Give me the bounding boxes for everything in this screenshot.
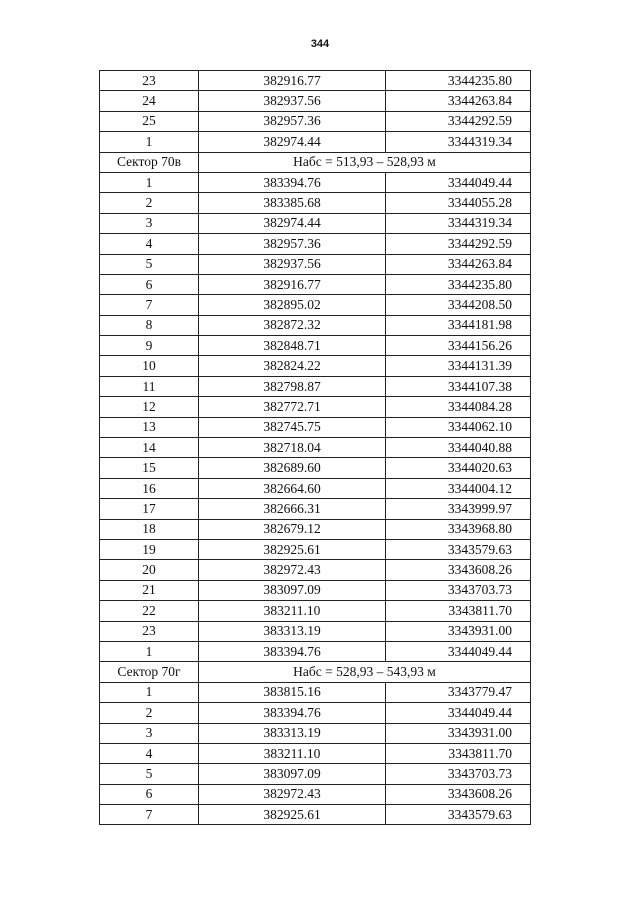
x-coordinate-cell: 383211.10 <box>199 743 386 763</box>
x-coordinate-cell: 382916.77 <box>199 71 386 91</box>
table-row <box>100 601 531 621</box>
table-row <box>100 805 531 825</box>
point-number-cell: 6 <box>100 784 199 804</box>
sector-height-range: Набс = 528,93 – 543,93 м <box>199 662 531 682</box>
point-number-cell: 24 <box>100 91 199 111</box>
table-row <box>100 438 531 458</box>
table-row <box>100 295 531 315</box>
point-number-cell: 12 <box>100 397 199 417</box>
point-number-cell: 9 <box>100 336 199 356</box>
table-row <box>100 213 531 233</box>
y-coordinate-cell: 3344292.59 <box>386 111 531 131</box>
table-row <box>100 254 531 274</box>
x-coordinate-cell: 382848.71 <box>199 336 386 356</box>
y-coordinate-cell: 3344062.10 <box>386 417 531 437</box>
point-number-cell: 15 <box>100 458 199 478</box>
table-row <box>100 234 531 254</box>
x-coordinate-cell: 382745.75 <box>199 417 386 437</box>
y-coordinate-cell: 3344208.50 <box>386 295 531 315</box>
point-number-cell: 18 <box>100 519 199 539</box>
y-coordinate-cell: 3344049.44 <box>386 172 531 192</box>
y-coordinate-cell: 3344084.28 <box>386 397 531 417</box>
x-coordinate-cell: 383211.10 <box>199 601 386 621</box>
table-row <box>100 458 531 478</box>
x-coordinate-cell: 383815.16 <box>199 682 386 702</box>
table-row <box>100 743 531 763</box>
y-coordinate-cell: 3344004.12 <box>386 478 531 498</box>
y-coordinate-cell: 3344235.80 <box>386 71 531 91</box>
point-number-cell: 5 <box>100 764 199 784</box>
point-number-cell: 5 <box>100 254 199 274</box>
x-coordinate-cell: 383097.09 <box>199 580 386 600</box>
y-coordinate-cell: 3344181.98 <box>386 315 531 335</box>
y-coordinate-cell: 3344107.38 <box>386 376 531 396</box>
y-coordinate-cell: 3344131.39 <box>386 356 531 376</box>
y-coordinate-cell: 3343579.63 <box>386 539 531 559</box>
table-row <box>100 111 531 131</box>
x-coordinate-cell: 382957.36 <box>199 234 386 254</box>
x-coordinate-cell: 382974.44 <box>199 213 386 233</box>
x-coordinate-cell: 382916.77 <box>199 274 386 294</box>
point-number-cell: 13 <box>100 417 199 437</box>
point-number-cell: 4 <box>100 743 199 763</box>
y-coordinate-cell: 3344235.80 <box>386 274 531 294</box>
table-row <box>100 703 531 723</box>
y-coordinate-cell: 3343931.00 <box>386 621 531 641</box>
point-number-cell: 1 <box>100 172 199 192</box>
y-coordinate-cell: 3343579.63 <box>386 805 531 825</box>
point-number-cell: 23 <box>100 621 199 641</box>
x-coordinate-cell: 382679.12 <box>199 519 386 539</box>
point-number-cell: 3 <box>100 213 199 233</box>
y-coordinate-cell: 3343779.47 <box>386 682 531 702</box>
point-number-cell: 21 <box>100 580 199 600</box>
y-coordinate-cell: 3343703.73 <box>386 764 531 784</box>
x-coordinate-cell: 383313.19 <box>199 621 386 641</box>
coordinates-table <box>99 70 531 825</box>
point-number-cell: 3 <box>100 723 199 743</box>
point-number-cell: 25 <box>100 111 199 131</box>
x-coordinate-cell: 382925.61 <box>199 539 386 559</box>
y-coordinate-cell: 3343999.97 <box>386 499 531 519</box>
y-coordinate-cell: 3344319.34 <box>386 213 531 233</box>
x-coordinate-cell: 382895.02 <box>199 295 386 315</box>
point-number-cell: 1 <box>100 682 199 702</box>
table-row <box>100 499 531 519</box>
y-coordinate-cell: 3343931.00 <box>386 723 531 743</box>
sector-name: Сектор 70г <box>100 662 199 682</box>
table-row <box>100 519 531 539</box>
point-number-cell: 22 <box>100 601 199 621</box>
point-number-cell: 6 <box>100 274 199 294</box>
y-coordinate-cell: 3343703.73 <box>386 580 531 600</box>
table-row <box>100 356 531 376</box>
y-coordinate-cell: 3344040.88 <box>386 438 531 458</box>
x-coordinate-cell: 382666.31 <box>199 499 386 519</box>
point-number-cell: 19 <box>100 539 199 559</box>
table-row <box>100 539 531 559</box>
x-coordinate-cell: 382957.36 <box>199 111 386 131</box>
point-number-cell: 7 <box>100 805 199 825</box>
y-coordinate-cell: 3344055.28 <box>386 193 531 213</box>
point-number-cell: 16 <box>100 478 199 498</box>
sector-header-row <box>100 152 531 172</box>
table-row <box>100 193 531 213</box>
point-number-cell: 14 <box>100 438 199 458</box>
y-coordinate-cell: 3344049.44 <box>386 703 531 723</box>
x-coordinate-cell: 383313.19 <box>199 723 386 743</box>
table-row <box>100 336 531 356</box>
y-coordinate-cell: 3343968.80 <box>386 519 531 539</box>
x-coordinate-cell: 383097.09 <box>199 764 386 784</box>
x-coordinate-cell: 382772.71 <box>199 397 386 417</box>
sector-height-range: Набс = 513,93 – 528,93 м <box>199 152 531 172</box>
point-number-cell: 2 <box>100 193 199 213</box>
coordinates-table-body <box>100 71 531 825</box>
table-row <box>100 764 531 784</box>
point-number-cell: 1 <box>100 641 199 661</box>
point-number-cell: 4 <box>100 234 199 254</box>
x-coordinate-cell: 382718.04 <box>199 438 386 458</box>
x-coordinate-cell: 383394.76 <box>199 641 386 661</box>
table-row <box>100 172 531 192</box>
table-row <box>100 376 531 396</box>
x-coordinate-cell: 382824.22 <box>199 356 386 376</box>
y-coordinate-cell: 3344156.26 <box>386 336 531 356</box>
table-row <box>100 641 531 661</box>
page-number: 344 <box>310 38 330 50</box>
point-number-cell: 8 <box>100 315 199 335</box>
y-coordinate-cell: 3344049.44 <box>386 641 531 661</box>
x-coordinate-cell: 382872.32 <box>199 315 386 335</box>
x-coordinate-cell: 383394.76 <box>199 172 386 192</box>
point-number-cell: 11 <box>100 376 199 396</box>
x-coordinate-cell: 383394.76 <box>199 703 386 723</box>
y-coordinate-cell: 3343608.26 <box>386 784 531 804</box>
point-number-cell: 7 <box>100 295 199 315</box>
x-coordinate-cell: 382972.43 <box>199 560 386 580</box>
y-coordinate-cell: 3343811.70 <box>386 743 531 763</box>
table-row <box>100 397 531 417</box>
x-coordinate-cell: 382925.61 <box>199 805 386 825</box>
y-coordinate-cell: 3343608.26 <box>386 560 531 580</box>
x-coordinate-cell: 382972.43 <box>199 784 386 804</box>
y-coordinate-cell: 3343811.70 <box>386 601 531 621</box>
table-row <box>100 621 531 641</box>
table-row <box>100 723 531 743</box>
y-coordinate-cell: 3344292.59 <box>386 234 531 254</box>
table-row <box>100 560 531 580</box>
x-coordinate-cell: 382937.56 <box>199 91 386 111</box>
x-coordinate-cell: 382974.44 <box>199 132 386 152</box>
point-number-cell: 10 <box>100 356 199 376</box>
point-number-cell: 2 <box>100 703 199 723</box>
table-row <box>100 132 531 152</box>
sector-name: Сектор 70в <box>100 152 199 172</box>
y-coordinate-cell: 3344319.34 <box>386 132 531 152</box>
x-coordinate-cell: 382689.60 <box>199 458 386 478</box>
x-coordinate-cell: 382798.87 <box>199 376 386 396</box>
x-coordinate-cell: 382937.56 <box>199 254 386 274</box>
point-number-cell: 1 <box>100 132 199 152</box>
sector-header-row <box>100 662 531 682</box>
point-number-cell: 20 <box>100 560 199 580</box>
point-number-cell: 23 <box>100 71 199 91</box>
y-coordinate-cell: 3344263.84 <box>386 254 531 274</box>
table-row <box>100 478 531 498</box>
y-coordinate-cell: 3344020.63 <box>386 458 531 478</box>
table-row <box>100 784 531 804</box>
point-number-cell: 17 <box>100 499 199 519</box>
table-row <box>100 580 531 600</box>
table-row <box>100 315 531 335</box>
x-coordinate-cell: 382664.60 <box>199 478 386 498</box>
table-row <box>100 417 531 437</box>
y-coordinate-cell: 3344263.84 <box>386 91 531 111</box>
table-row <box>100 71 531 91</box>
table-row <box>100 91 531 111</box>
table-row <box>100 274 531 294</box>
table-row <box>100 682 531 702</box>
x-coordinate-cell: 383385.68 <box>199 193 386 213</box>
